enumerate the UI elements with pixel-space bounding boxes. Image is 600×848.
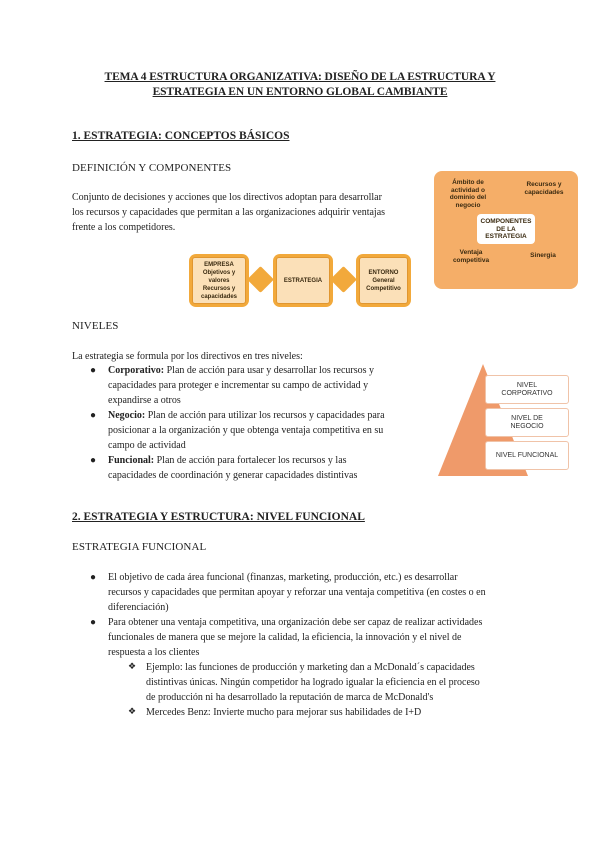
funcional-list [90,570,550,720]
nivel-text: expandirse a otros [108,395,181,406]
nivel-text: campo de actividad [108,440,186,451]
list-item [90,453,420,483]
niveles-intro: La estrategia se formula por los directivos en tres niveles: [72,351,303,362]
componente-center-text: DE LA [496,225,516,233]
estrategia-label: ESTRATEGIA [283,277,323,284]
pyramid-level-text: CORPORATIVO [501,389,553,397]
componente-ventaja [442,249,500,264]
nivel-label: Corporativo: [108,365,165,376]
empresa-text: Recursos y [202,285,236,292]
bullet-text: respuesta a los clientes [108,647,200,658]
componente-sinergia [520,252,566,260]
empresa-box [189,254,249,307]
sub-list-item [90,660,550,705]
bullet-text: El objetivo de cada área funcional (finanzas, marketing, producción, etc.) es desarrollar [108,572,458,583]
sub-bullet-text: Ejemplo: las funciones de producción y marketing dan a McDonald´s capacidades [146,662,475,673]
entorno-label: ENTORNO [368,269,399,276]
bullet-text: funcionales de manera que se mejore la calidad, la eficiencia, la innovación y el nivel de [108,632,462,643]
bullet-icon: ● [90,365,97,376]
list-item [90,615,550,660]
componente-text: Sinergia [530,252,556,259]
componente-text: Ámbito de [452,179,484,186]
estrategia-funcional-heading: ESTRATEGIA FUNCIONAL [72,541,207,553]
definicion-heading: DEFINICIÓN Y COMPONENTES [72,162,232,174]
niveles-list [90,363,420,483]
bullet-text: Para obtener una ventaja competitiva, una organización debe ser capaz de realizar actividades [108,617,483,628]
nivel-text: Plan de acción para usar y desarrollar los recursos y [164,365,375,376]
componente-text: Ventaja [459,249,483,256]
empresa-text: capacidades [200,293,238,300]
connector-diamond-icon [247,266,274,293]
pyramid-level-negocio [485,408,569,437]
niveles-heading: NIVELES [72,320,119,332]
empresa-text: Objetivos y [202,269,236,276]
componente-text: competitiva [452,256,490,264]
bullet-icon: ● [90,617,97,628]
list-item [90,408,420,453]
entorno-text: General [372,277,395,284]
section2-heading: 2. ESTRATEGIA Y ESTRUCTURA: NIVEL FUNCIONAL [72,511,365,523]
nivel-text: capacidades para proteger e incrementar su campo de actividad y [108,380,369,391]
list-item [90,570,550,615]
pyramid-level-text: NEGOCIO [510,422,544,430]
connector-diamond-icon [330,266,357,293]
definicion-line: Conjunto de decisiones y acciones que los directivos adoptan para desarrollar [72,192,382,203]
sub-bullet-text: de producción ni ha desarrollado la reputación de marca de McDonald's [146,692,434,703]
componente-text: dominio del [449,194,487,201]
empresa-text: valores [208,277,230,284]
sub-bullet-text: Mercedes Benz: Invierte mucho para mejorar sus habilidades de I+D [146,707,422,718]
pyramid-level-corporativo [485,375,569,404]
componente-text: actividad o [451,186,485,194]
section1-heading: 1. ESTRATEGIA: CONCEPTOS BÁSICOS [72,130,290,142]
pyramid-level-funcional [485,441,569,470]
title-line-2: ESTRATEGIA EN UN ENTORNO GLOBAL CAMBIANTE [152,86,448,98]
empresa-label: EMPRESA [204,261,234,268]
sub-list-item [90,705,550,720]
componente-center-text: ESTRATEGIA [485,233,527,240]
componente-center-text: COMPONENTES [480,218,532,225]
componente-text: capacidades [524,188,564,196]
pyramid-level-text: NIVEL [516,381,538,389]
nivel-text: Plan de acción para utilizar los recursos y capacidades para [145,410,385,421]
nivel-text: capacidades de coordinación y generar capacidades distintivas [108,470,358,481]
diamond-bullet-icon: ❖ [128,707,137,717]
bullet-icon: ● [90,572,97,583]
bullet-text: diferenciación) [108,602,169,613]
pyramid-level-text: NIVEL FUNCIONAL [495,451,559,459]
title-line-1: TEMA 4 ESTRUCTURA ORGANIZATIVA: DISEÑO DE LA ESTRUCTURA Y [104,71,496,83]
bullet-icon: ● [90,410,97,421]
definicion-line: frente a los competidores. [72,222,176,233]
componente-text: Recursos y [526,181,562,188]
componente-recursos [516,181,572,196]
estrategia-box [273,254,333,307]
pyramid-level-text: NIVEL DE [511,414,543,422]
list-item [90,363,420,408]
bullet-icon: ● [90,455,97,466]
definicion-paragraph [72,190,432,235]
sub-bullet-text: distintivas únicas. Ningún competidor ha logrado igualar la eficiencia en el proceso [146,677,480,688]
componente-text: negocio [455,201,481,209]
componentes-center-box [477,214,535,244]
componentes-diagram [434,171,578,289]
nivel-text: Plan de acción para fortalecer los recursos y las [154,455,347,466]
nivel-label: Negocio: [108,410,146,421]
document-title [0,70,600,100]
bullet-text: recursos y capacidades que permitan apoyar y reforzar una ventaja competitiva (en costes o en [108,587,486,598]
componente-ambito [442,179,494,209]
diamond-bullet-icon: ❖ [128,662,137,672]
definicion-line: los recursos y capacidades que permitan a las organizaciones adquirir ventajas [72,207,386,218]
nivel-label: Funcional: [108,455,155,466]
nivel-text: posicionar a la organización y que obtenga ventaja competitiva en su [108,425,384,436]
entorno-text: Competitivo [366,285,401,292]
entorno-box [356,254,411,307]
